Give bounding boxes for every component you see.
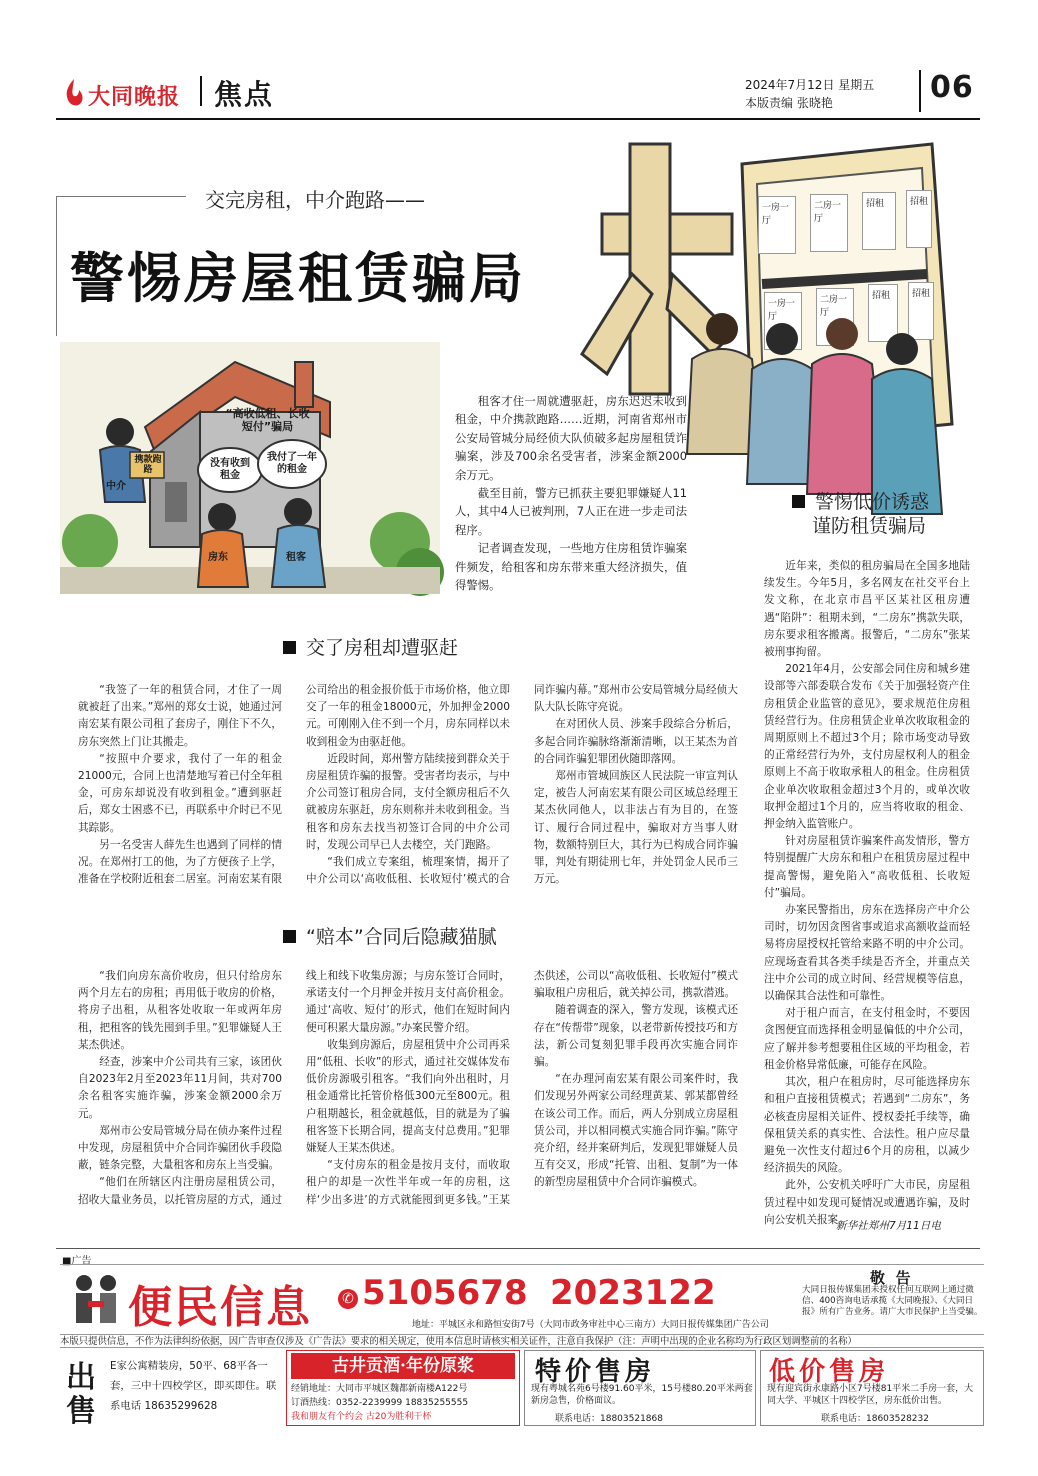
house-label: “高收低租、长收短付”骗局 [225,407,310,433]
rental-notice-label: 二房一厅 [814,201,842,224]
section1-paragraph: “我们成立专案组，梳理案情，揭开了中介公司以‘高收低租、长收短付’模式的合同诈骗内幕。”郑州市公安局管城分局经侦大队大队长陈守亮说。 [306,684,738,886]
sale-ad [60,1350,284,1429]
lead-paragraph: 截至目前，警方已抓获主要犯罪嫌疑人11人，其中4人已被判刑，7人正在进一步走司法程序。 [455,486,687,537]
section1-paragraph: 近段时间，郑州警方陆续接到群众关于房屋租赁诈骗的报警。受害者均表示，与中介公司签订租房合同，支付全额房租后不久就被房东驱赶，房东则称并未收到租金。当租客和房东去找当初签订合同的中介公司时，发现公司早已人去楼空，关门跑路。 [306,752,510,851]
lead-paragraph: 记者调查发现，一些地方住房租赁诈骗案件频发，给租客和房东带来重大经济损失，值得警惕。 [455,541,687,593]
masthead-divider [200,76,202,106]
sidebar-byline: 新华社郑州7月11日电 [836,1220,941,1232]
section2-heading-text: “赔本”合同后隐藏猫腻 [306,926,497,948]
sidebar-heading [792,490,929,538]
sidebar-heading-line2: 谨防租赁骗局 [812,515,927,537]
notice-text: 大同日报传媒集团未授权任何互联网上通过微信、400咨询电话承揽《大同晚报》、《大同日报》所有广告业务。请广大市民保护上当受骗。 [802,1285,983,1317]
banner-phone-2: 2023122 [550,1273,716,1313]
special-sale-text: 现有粤城名苑6号楼91.60平米，15号楼80.20平米两套新房急售，价格面议。 [531,1384,753,1406]
rental-notice-label: 二房一厅 [820,295,848,318]
section2-heading [283,922,497,949]
section2-paragraph: 收集到房源后，房屋租赁中介公司再采用“低租、长收”的形式，通过社交媒体发布低价房源吸引租客。“我们向外出租时，月租金通常比托管价格低300元至800元。租户租期越长，租金就越低，目的就是为了骗租客签下长期合同，提高支付总费用。”犯罪嫌疑人王某杰供述。 [306,1038,510,1155]
section1-paragraph: 在对团伙人员、涉案手段综合分析后，多起合同诈骗脉络渐渐清晰，以王某杰为首的合同诈骗犯罪团伙随即落网。 [534,718,738,765]
logo-text: 大同晚报 [88,84,181,110]
tenant-tag: 租客 [286,552,306,563]
section2-paragraph: “我们向房东高价收房，但只付给房东两个月左右的房租；再用低于收房的价格，将房子出租，从租客处收取一年或两年房租，把租客的钱先囤到手里。”犯罪嫌疑人王某杰供述。 [78,970,282,1051]
wine-ad [286,1350,520,1426]
sidebar-paragraph: 2021年4月，公安部会同住房和城乡建设部等六部委联合发布《关于加强轻资产住房租赁企业监管的意见》，要求规范住房租赁经营行为。住房租赁企业单次收取租金的周期原则上不超过3个月；除市场变动导致的正常经营行为外，支付房屋权利人的租金原则上不高于收取承租人的租金。住房租赁企业单次收取租金超过3个月的，或单次收取押金超过1个月的，应当将收取的租金、押金纳入监管账户。 [764,663,970,831]
logo-flame-icon [62,78,86,108]
section2-paragraph: “在办理河南宏某有限公司案件时，我们发现另外两家公司经理黄某、郭某都曾经在该公司工作。而后，两人分别成立房屋租赁公司，并以相同模式实施合同诈骗。”陈守亮介绍，经并案研判后，发现犯罪嫌疑人员互有交叉，形成“托管、出租、复制”为一体的新型房屋租赁中介合同诈骗模式。 [534,1073,738,1189]
ads-rule [56,1248,980,1249]
section2-paragraph: 经查，涉案中介公司共有三家，该团伙自2023年2月至2023年11月间，共对700余名租客实施诈骗，涉案金额2000余万元。 [78,1056,282,1120]
notice-title: 敬 告 [870,1269,911,1287]
ads-label: ■广告 [62,1256,92,1267]
low-price-contact: 联系电话：18603528232 [821,1414,929,1424]
header-rule [56,118,980,120]
section1-paragraph: 另一名受害人薛先生也遇到了同样的情况。在郑州打工的他，为了方便孩子上学，准备在学校附近租套二居室。河南宏某有限公司给出的租金报价低于市场价格，他立即交了一年的租金18000元，外加押金2000元。可刚刚入住不到一个月，房东同样以未收到租金为由驱赶他。 [78,684,510,886]
sale-ad-title-1: 出 [66,1360,96,1395]
headline: 警惕房屋租赁骗局 [70,246,526,310]
section-name: 焦点 [214,78,275,111]
ads-banner [60,1264,984,1334]
sidebar-paragraph: 近年来，类似的租房骗局在全国多地陆续发生。今年5月，多名网友在社交平台上发文称，在北京市昌平区某社区租房遭遇“陷阱”：租期未到，“二房东”携款失联，房东要求租客搬离。报警后，“二房东”张某被刑事拘留。 [764,560,970,659]
section2-paragraph: “他们在所辖区内注册房屋租赁公司，招收大量业务员，以托管房屋的方式，通过线上和线下收集房源；与房东签订合同时，承诺支付一个月押金并按月支付高价租金。通过‘高收、短付’的形式，他们在短时间内便可积累大量房源。”办案民警介绍。 [78,970,510,1206]
sidebar-paragraph: 其次，租户在租房时，尽可能选择房东和租户直接租赁模式；若遇到“二房东”，务必核查房屋相关证件、授权委托手续等，确保租赁关系的真实性、合法性。租户应尽量避免一次性支付超过6个月的房租，以减少经济损失的风险。 [764,1076,970,1175]
issue-date: 2024年7月12日 星期五 [745,78,875,92]
lead-paragraph: 租客才住一周就遭驱赶，房东迟迟未收到租金，中介携款跑路……近期，河南省郑州市公安局管城分局经侦大队侦破多起房屋租赁诈骗案，涉及700余名受害者，涉案金额2000余万元。 [455,394,687,482]
tenant-bubble-text: 我付了一年的租金 [267,452,317,475]
banner-address: 地址：平城区永和路恒安街7号（大同市政务审社中心三南方）大同日报传媒集团广告公司 [412,1320,769,1330]
section1-body [78,682,738,890]
low-price-text: 现有迎宾街永康路小区7号楼81平米二手房一套，大同大学、平城区十四校学区，房东低价出售。 [767,1384,974,1406]
sale-ad-title-2: 售 [66,1394,96,1429]
low-price-ad [760,1350,984,1426]
article-lead [455,392,687,593]
rental-notice-label: 招租 [866,199,885,209]
rental-notice-label: 招租 [872,291,891,301]
wine-ad-phone: 订酒热线：0352-2239999 18835255555 [291,1398,469,1408]
sidebar-paragraph: 对于租户而言，在支付租金时，不要因贪图便宜而选择租金明显偏低的中介公司，应了解并参考想要租住区域的平均租金，若租金价格异常低廉，可能存在风险。 [764,1007,970,1071]
section1-heading [283,633,458,660]
house-illustration [60,342,440,594]
landlord-bubble-text: 没有收到租金 [210,458,250,481]
headline-frame-left [56,196,57,336]
wine-ad-address: 经销地址：大同市平城区魏都新南楼A122号 [291,1384,468,1394]
special-sale-title: 特价售房 [535,1357,656,1387]
phone-icon: ✆ [338,1289,358,1309]
section2-paragraph: “支付房东的租金是按月支付，而收取租户的却是一次性半年或一年的房租，这样‘少出多进’的方式就能囤到更多钱。”王某杰供述，公司以“高收低租、长收短付”模式骗取租户房租后，就关掉公司，携款潜逃。 [306,970,738,1206]
low-price-title: 低价售房 [769,1357,890,1387]
special-sale-ad [524,1350,756,1426]
section1-heading-text: 交了房租却遭驱赶 [306,637,459,659]
headline-frame-top [56,196,186,197]
bullet-square-icon [283,930,296,943]
sale-ad-text: E家公寓精装房，50平、68平各一套，三中十四校学区，即买即住。联系电话 18635299628 [110,1360,277,1412]
section1-paragraph: 郑州市管城回族区人民法院一审宣判认定，被告人河南宏某有限公司区域总经理王某杰伙同他人，以非法占有为目的，在签订、履行合同过程中，骗取对方当事人财物，数额特别巨大，其行为已构成合同诈骗罪，判处有期徒刑七年，并处罚金人民币三万元。 [534,770,738,886]
wine-ad-title: 古井贡酒·年份原浆 [291,1353,515,1379]
ads-disclaimer: 本版只提供信息，不作为法律纠纷依据，因广告审查仅涉及《广告法》要求的相关规定，使用本信息时请核实相关证件，注意自我保护（注：声明中出现的企业名称均为行政区划调整前的名称） [60,1334,984,1348]
section1-paragraph: “我签了一年的租赁合同，才住了一周就被赶了出来。”郑州的郑女士说，她通过河南宏某有限公司租了套房子，刚住下不久，房东突然上门让其搬走。 [78,684,282,748]
landlord-tag: 房东 [208,552,228,563]
page-number: 06 [930,70,974,105]
section2-paragraph: 随着调查的深入，警方发现，该模式还存在“传帮带”现象，以老带新传授技巧和方法，新公司复刻犯罪手段再次实施合同诈骗。 [534,1004,738,1069]
money-bag-label: 携款跑路 [134,455,162,475]
rental-notice-label: 招租 [910,197,929,207]
rental-notice-label: 一房一厅 [762,203,790,226]
handshake-icon [66,1271,124,1329]
sidebar-paragraph: 此外，公安机关呼吁广大市民，房屋租赁过程中如发现可疑情况或遭遇诈骗，及时向公安机关报案。 [764,1179,970,1226]
page-number-divider [919,70,921,112]
section2-paragraph: 郑州市公安局管城分局在侦办案件过程中发现，房屋租赁中介合同诈骗团伙手段隐蔽，链条完整，大量租客和房东上当受骗。 [78,1124,282,1172]
section1-paragraph: “按照中介要求，我付了一年的租金21000元，合同上也清楚地写着已付全年租金，可房东却说没有收到租金。”遭到驱赶后，郑女士困惑不已，再联系中介时已不见其踪影。 [78,752,282,834]
agent-tag: 中介 [106,481,126,492]
kicker: 交完房租，中介跑路—— [205,188,425,212]
page-editor: 本版责编 张晓艳 [745,96,833,110]
sidebar-paragraph: 办案民警指出，房东在选择房产中介公司时，切勿因贪图省事或追求高额收益而轻易将房屋授权托管给来路不明的中介公司。应现场查看其各类手续是否齐全，并重点关注中介公司的成立时间、经营规模等信息，以确保其合法性和可靠性。 [764,904,970,1003]
bullet-square-icon [792,495,805,508]
masthead-logo [62,76,192,112]
wine-ad-slogan: 我和朋友有个约会 古20为胜利干杯 [291,1412,432,1422]
rental-notice-label: 招租 [912,289,931,299]
section2-body [78,968,738,1240]
bullet-square-icon [283,641,296,654]
rental-notice-label: 一房一厅 [768,299,796,322]
sidebar-paragraph: 针对房屋租赁诈骗案件高发情形，警方特别提醒广大房东和租户在租赁房屋过程中提高警惕，避免陷入“高收低租、长收短付”骗局。 [764,835,970,899]
banner-phone-1: 5105678 [362,1273,528,1313]
sidebar-heading-line1: 警惕低价诱惑 [815,491,930,513]
banner-title: 便民信息 [128,1282,312,1333]
special-sale-contact: 联系电话：18803521868 [555,1414,663,1424]
